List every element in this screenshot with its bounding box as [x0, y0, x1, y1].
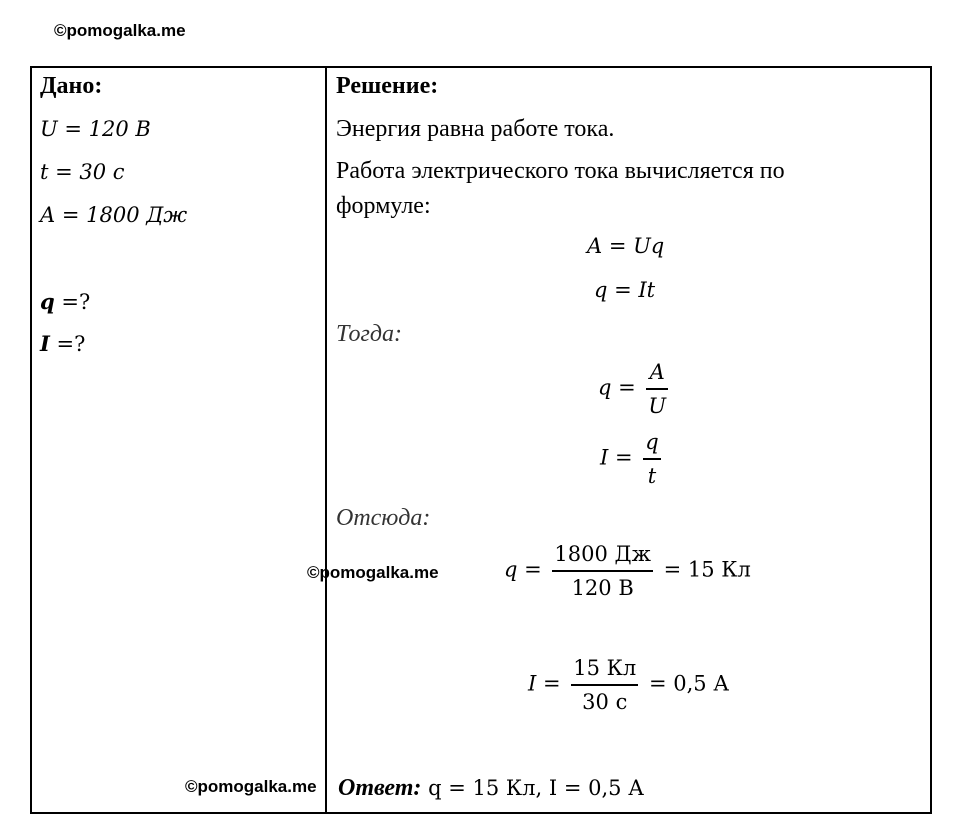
find-charge-rest: =?: [54, 290, 91, 314]
fraction-numerator: 1800 Дж: [554, 542, 651, 566]
answer-label: Ответ:: [338, 775, 422, 801]
answer-line: [338, 774, 644, 802]
given-voltage: U = 120 В: [40, 117, 151, 141]
given-time: t = 30 с: [40, 160, 125, 184]
fraction-denominator: 30 с: [582, 690, 628, 714]
calc-charge-result: = 15 Кл: [663, 557, 751, 582]
fraction-numerator: q: [645, 430, 659, 454]
find-current-rest: =?: [49, 332, 86, 356]
solution-line-3: формуле:: [336, 193, 431, 219]
formula-i-left: I =: [600, 445, 633, 470]
calc-current-fraction: [571, 654, 638, 716]
find-charge-var: q: [40, 289, 55, 314]
formula-i-fraction: [600, 428, 665, 490]
fraction-q-over-t: [643, 428, 660, 490]
calc-current-left: I =: [528, 671, 561, 696]
given-work: A = 1800 Дж: [40, 203, 188, 227]
calc-charge-left: q =: [504, 557, 542, 582]
watermark-bottom: ©pomogalka.me: [185, 777, 317, 796]
column-divider: [325, 68, 327, 812]
find-current-var: I: [40, 331, 50, 356]
formula-work: A = Uq: [587, 234, 665, 258]
watermark-top: ©pomogalka.me: [54, 21, 186, 40]
answer-text: q = 15 Кл, I = 0,5 А: [421, 776, 645, 800]
solution-header: Решение:: [336, 73, 439, 99]
then-label: Тогда:: [336, 321, 402, 347]
solution-line-1: Энергия равна работе тока.: [336, 116, 615, 142]
hence-label: Отсюда:: [336, 505, 431, 531]
fraction-a-over-u: [646, 358, 668, 420]
fraction-numerator: 15 Кл: [573, 656, 637, 680]
given-header: Дано:: [40, 73, 103, 99]
fraction-numerator: A: [649, 360, 665, 384]
calc-charge-fraction: [552, 540, 653, 602]
calc-current-result: = 0,5 А: [648, 671, 730, 696]
solution-table: [30, 66, 932, 814]
watermark-middle: ©pomogalka.me: [307, 563, 439, 582]
calc-current: [528, 654, 729, 716]
fraction-denominator: 120 В: [571, 576, 634, 600]
calc-charge: [504, 540, 751, 602]
solution-line-2: Работа электрического тока вычисляется по: [336, 158, 785, 184]
formula-charge: q = It: [594, 278, 656, 302]
fraction-denominator: t: [647, 464, 657, 488]
formula-q-left: q =: [598, 375, 636, 400]
fraction-denominator: U: [648, 394, 667, 418]
find-charge: [40, 288, 90, 316]
formula-q-fraction: [598, 358, 672, 420]
find-current: [40, 330, 85, 358]
